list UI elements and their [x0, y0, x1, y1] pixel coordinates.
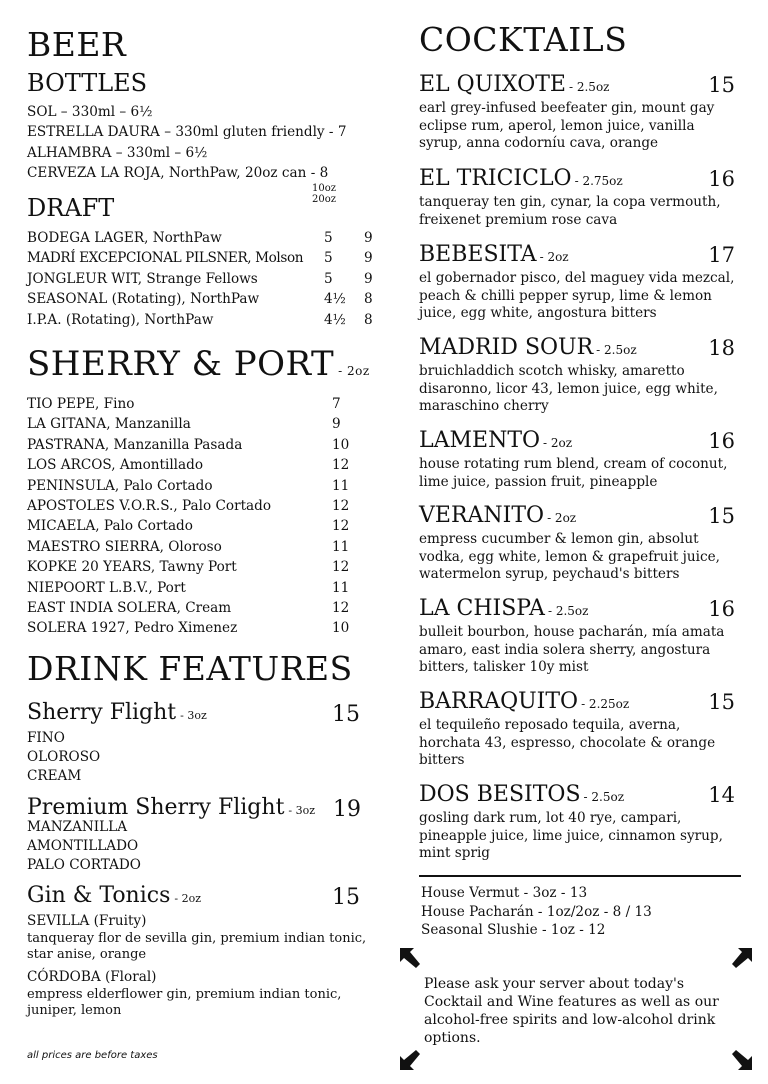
- cocktail-desc: gosling dark rum, lot 40 rye, campari, pineapple juice, lime juice, cinnamon syrup, mint sprig: [419, 810, 723, 861]
- cocktail-size: - 2.75oz: [574, 174, 623, 188]
- cocktail-price: 14: [708, 783, 735, 807]
- draft-price-large: 8: [364, 311, 373, 328]
- flight-item: AMONTILLADO: [27, 838, 139, 854]
- draft-price-small: 4½: [324, 311, 346, 328]
- draft-price-small: 5: [324, 230, 333, 246]
- draft-size-large: 20oz: [312, 194, 337, 205]
- draft-item: [27, 248, 373, 268]
- draft-name: JONGLEUR WIT, Strange Fellows: [27, 270, 258, 287]
- sherry-item: [27, 455, 350, 475]
- extra-item: Seasonal Slushie - 1oz - 12: [421, 922, 606, 938]
- beer-heading: BEER: [27, 25, 127, 64]
- cocktail-name: MADRID SOUR: [419, 335, 594, 360]
- sherry-price: 11: [332, 538, 350, 555]
- premium-flight-heading: [27, 795, 361, 822]
- draft-name: I.P.A. (Rotating), NorthPaw: [27, 311, 214, 328]
- bottles-heading: BOTTLES: [27, 69, 148, 97]
- premium-flight-list: [27, 818, 141, 875]
- cocktail-item: [419, 782, 741, 863]
- bottle-item: SOL – 330ml – 6½: [27, 104, 153, 120]
- cocktail-size: - 2oz: [539, 250, 569, 264]
- flight-item: CREAM: [27, 768, 82, 784]
- cocktail-item: [419, 428, 741, 491]
- sherry-price: 12: [332, 498, 350, 515]
- cocktail-name: LA CHISPA: [419, 596, 545, 621]
- cocktail-name: BEBESITA: [419, 242, 537, 267]
- premium-flight-size: - 3oz: [288, 804, 316, 817]
- sherry-size: - 2oz: [338, 364, 370, 378]
- premium-flight-price: 19: [333, 797, 361, 822]
- sherry-name: NIEPOORT L.B.V., Port: [27, 579, 186, 596]
- sherry-item: [27, 476, 350, 496]
- notice-text: Please ask your server about today's Cocktail and Wine features as well as our alcohol-free spirits and low-alcohol drink options.: [424, 976, 719, 1046]
- sherry-name: KOPKE 20 YEARS, Tawny Port: [27, 559, 237, 576]
- cocktail-name: VERANITO: [419, 503, 545, 528]
- sherry-price: 11: [332, 579, 350, 596]
- sevilla-desc: tanqueray flor de sevilla gin, premium indian tonic, star anise, orange: [27, 931, 367, 962]
- sherry-flight-list: [27, 729, 100, 786]
- flight-item: FINO: [27, 730, 65, 746]
- sherry-port-heading: [27, 344, 370, 384]
- gin-tonics-price: 15: [332, 885, 360, 910]
- cordoba-name: CÓRDOBA (Floral): [27, 969, 157, 985]
- draft-item: [27, 310, 373, 330]
- tax-footnote: all prices are before taxes: [27, 1050, 158, 1061]
- cordoba-desc: empress elderflower gin, premium indian tonic, juniper, lemon: [27, 987, 342, 1018]
- sherry-price: 10: [332, 620, 350, 637]
- draft-name: SEASONAL (Rotating), NorthPaw: [27, 291, 260, 308]
- cocktail-desc: earl grey-infused beefeater gin, mount gay eclipse rum, aperol, lemon juice, vanilla syrup, anna codorníu cava, orange: [419, 100, 715, 151]
- draft-price-large: 9: [364, 230, 373, 246]
- cocktail-desc: house rotating rum blend, cream of coconut, lime juice, passion fruit, pineapple: [419, 456, 728, 490]
- gin-tonics-name: Gin & Tonics: [27, 883, 171, 908]
- draft-heading: DRAFT: [27, 194, 115, 222]
- sherry-item: [27, 435, 350, 455]
- sherry-item: [27, 516, 350, 536]
- sherry-item: [27, 598, 350, 618]
- cocktail-desc: bulleit bourbon, house pacharán, mía amata amaro, east india solera sherry, angostura bitters, talisker 10y mist: [419, 624, 725, 675]
- flight-item: MANZANILLA: [27, 819, 128, 835]
- cocktail-item: [419, 242, 741, 323]
- cocktail-name: EL QUIXOTE: [419, 72, 566, 97]
- cocktails-heading: COCKTAILS: [419, 20, 628, 59]
- extra-item: House Vermut - 3oz - 13: [421, 885, 588, 901]
- sherry-price: 12: [332, 518, 350, 535]
- sherry-list: [27, 394, 350, 639]
- sherry-name: MAESTRO SIERRA, Oloroso: [27, 538, 222, 555]
- drink-features-heading: DRINK FEATURES: [27, 649, 353, 688]
- cocktail-desc: el gobernador pisco, del maguey vida mezcal, peach & chilli pepper syrup, lime & lemon juice, egg white, angostura bitters: [419, 270, 735, 321]
- cocktail-name: DOS BESITOS: [419, 782, 581, 807]
- cocktail-price: 15: [708, 690, 735, 714]
- draft-price-small: 5: [324, 250, 333, 267]
- sherry-price: 7: [332, 396, 341, 412]
- cocktail-size: - 2.25oz: [581, 697, 630, 711]
- draft-price-large: 8: [364, 291, 373, 308]
- cocktail-size: - 2oz: [547, 511, 577, 525]
- draft-item: [27, 269, 373, 289]
- draft-size-labels: [312, 183, 382, 205]
- cocktail-size: - 2.5oz: [568, 80, 610, 94]
- cocktail-price: 17: [708, 243, 735, 267]
- sherry-name: LA GITANA, Manzanilla: [27, 416, 191, 433]
- corner-arrow-icon: [400, 948, 420, 968]
- sherry-item: [27, 496, 350, 516]
- draft-item: [27, 289, 373, 309]
- cocktail-item: [419, 596, 741, 677]
- flight-item: PALO CORTADO: [27, 857, 141, 873]
- cocktail-desc: bruichladdich scotch whisky, amaretto disaronno, licor 43, lemon juice, egg white, maraschino cherry: [419, 363, 718, 414]
- sherry-price: 12: [332, 457, 350, 474]
- premium-flight-name: Premium Sherry Flight: [27, 795, 285, 820]
- gin-tonics-heading: [27, 883, 360, 910]
- draft-list: [27, 228, 373, 330]
- draft-price-small: 4½: [324, 291, 346, 308]
- cocktail-name: BARRAQUITO: [419, 689, 579, 714]
- cocktail-price: 15: [708, 73, 735, 97]
- cocktail-price: 16: [708, 429, 735, 453]
- gin-tonics-size: - 2oz: [174, 892, 202, 905]
- sherry-name: APOSTOLES V.O.R.S., Palo Cortado: [27, 498, 272, 515]
- sherry-flight-name: Sherry Flight: [27, 700, 177, 725]
- sherry-flight-price: 15: [332, 702, 360, 727]
- cocktail-price: 15: [708, 504, 735, 528]
- cocktail-item: [419, 166, 741, 229]
- cocktail-name: LAMENTO: [419, 428, 541, 453]
- sherry-flight-heading: [27, 700, 360, 727]
- cocktail-size: - 2oz: [543, 436, 573, 450]
- sherry-item: [27, 414, 341, 434]
- section-divider: [419, 875, 741, 877]
- sherry-name: EAST INDIA SOLERA, Cream: [27, 600, 232, 617]
- bottle-item: CERVEZA LA ROJA, NorthPaw, 20oz can - 8: [27, 165, 329, 182]
- cocktail-desc: tanqueray ten gin, cynar, la copa vermouth, freixenet premium rose cava: [419, 194, 721, 228]
- cocktail-price: 16: [708, 167, 735, 191]
- sherry-name: SOLERA 1927, Pedro Ximenez: [27, 620, 238, 637]
- sherry-item: [27, 394, 341, 414]
- bottle-item: ESTRELLA DAURA – 330ml gluten friendly - 7: [27, 124, 347, 141]
- sherry-name: PENINSULA, Palo Cortado: [27, 477, 213, 494]
- sherry-price: 9: [332, 416, 341, 433]
- cocktail-name: EL TRICICLO: [419, 166, 572, 191]
- sherry-title-text: SHERRY & PORT: [27, 344, 335, 384]
- sherry-price: 10: [332, 436, 350, 453]
- sherry-item: [27, 537, 350, 557]
- cocktail-size: - 2.5oz: [596, 343, 637, 357]
- draft-name: MADRÍ EXCEPCIONAL PILSNER, Molson: [27, 250, 304, 267]
- cocktail-size: - 2.5oz: [547, 604, 589, 618]
- draft-size-small: 10oz: [312, 183, 337, 194]
- draft-price-large: 9: [364, 270, 373, 287]
- bottles-list: [27, 102, 347, 184]
- draft-price-large: 9: [364, 250, 373, 267]
- sevilla-name: SEVILLA (Fruity): [27, 913, 147, 929]
- gin-tonics-list: [27, 912, 372, 1019]
- sherry-item: [27, 557, 350, 577]
- extras-list: [421, 884, 652, 940]
- draft-name: BODEGA LAGER, NorthPaw: [27, 230, 222, 246]
- cocktail-desc: el tequileño reposado tequila, averna, horchata 43, espresso, chocolate & orange bitters: [419, 717, 716, 768]
- sherry-name: PASTRANA, Manzanilla Pasada: [27, 436, 243, 453]
- corner-arrow-icon: [400, 1050, 420, 1070]
- cocktail-price: 18: [708, 336, 735, 360]
- sherry-name: TIO PEPE, Fino: [27, 396, 135, 412]
- corner-arrow-icon: [732, 948, 752, 968]
- cocktail-item: [419, 335, 741, 416]
- cocktail-item: [419, 72, 741, 153]
- sherry-item: [27, 578, 350, 598]
- cocktail-item: [419, 689, 741, 770]
- bottle-item: ALHAMBRA – 330ml – 6½: [27, 144, 208, 161]
- draft-item: [27, 228, 373, 248]
- cocktail-item: [419, 503, 741, 584]
- draft-price-small: 5: [324, 270, 333, 287]
- sherry-name: LOS ARCOS, Amontillado: [27, 457, 204, 474]
- sherry-price: 12: [332, 559, 350, 576]
- sherry-item: [27, 618, 350, 638]
- sherry-flight-size: - 3oz: [180, 709, 207, 722]
- cocktail-desc: empress cucumber & lemon gin, absolut vodka, egg white, lemon & grapefruit juice, watermelon syrup, peychaud's bitters: [419, 531, 720, 582]
- notice-box: [400, 948, 752, 1070]
- extra-item: House Pacharán - 1oz/2oz - 8 / 13: [421, 903, 652, 920]
- cocktail-size: - 2.5oz: [583, 790, 625, 804]
- flight-item: OLOROSO: [27, 749, 101, 765]
- cocktail-price: 16: [708, 597, 735, 621]
- sherry-price: 11: [332, 477, 350, 494]
- sherry-name: MICAELA, Palo Cortado: [27, 518, 193, 535]
- sherry-price: 12: [332, 600, 350, 617]
- corner-arrow-icon: [732, 1050, 752, 1070]
